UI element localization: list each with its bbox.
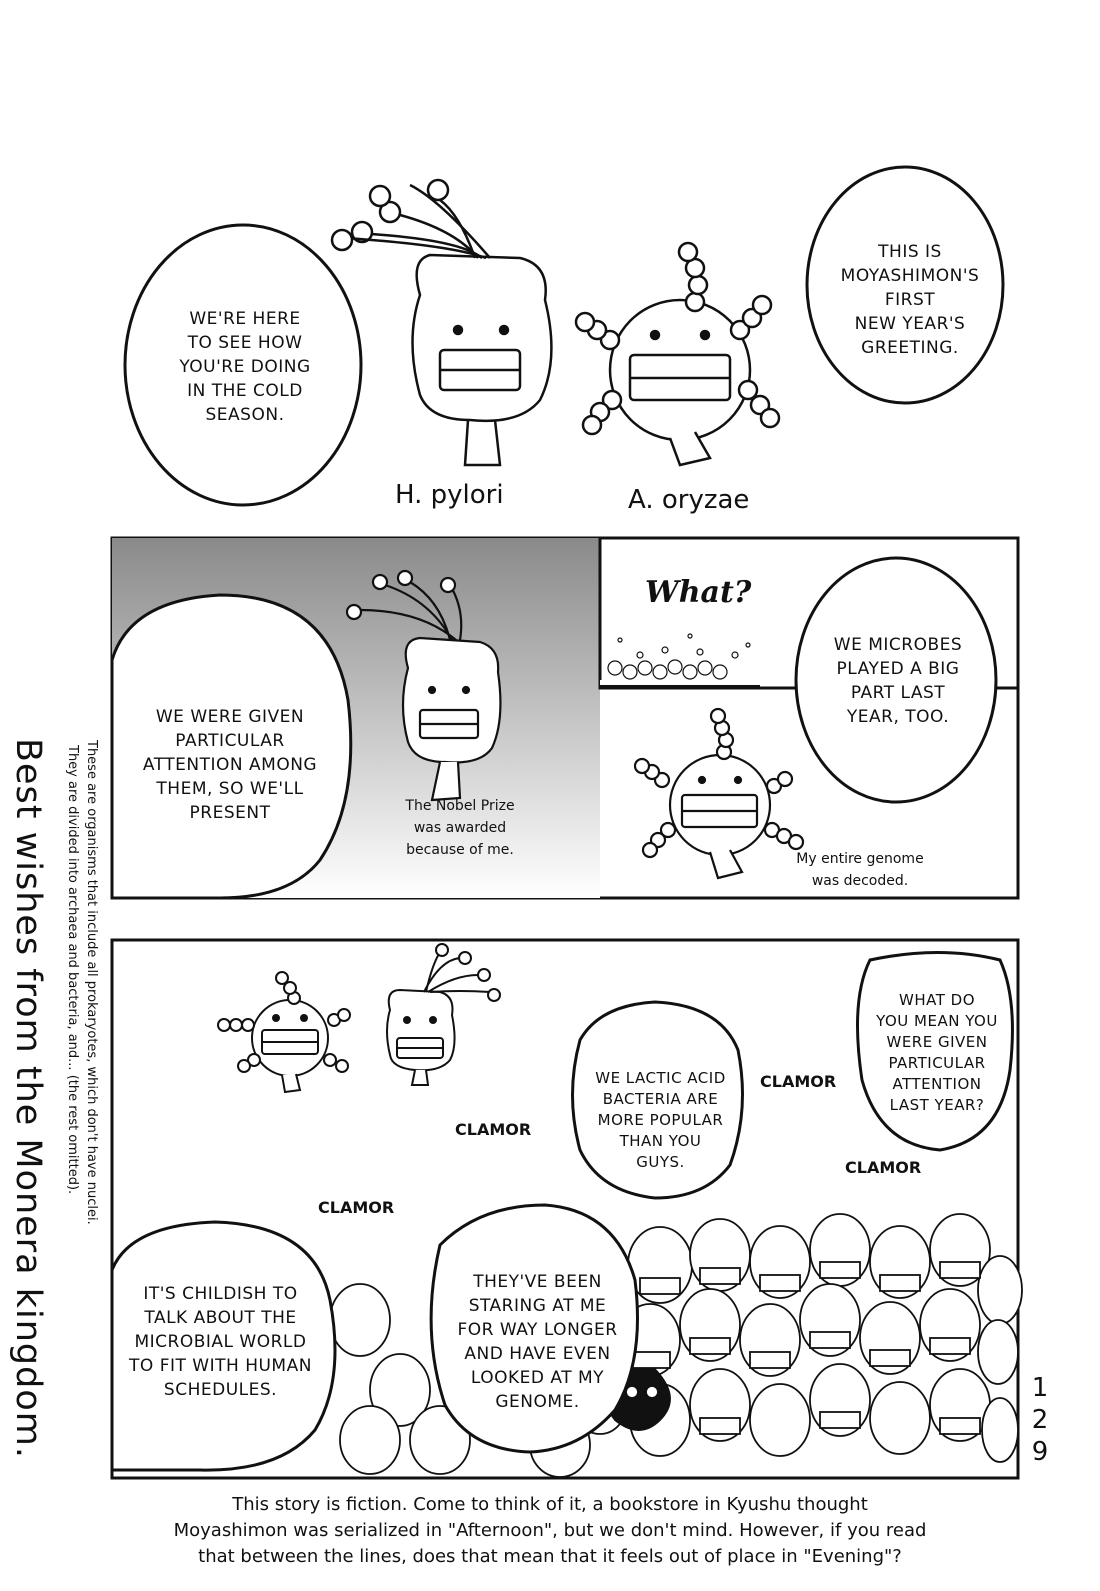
note-genome-decoded: My entire genome was decoded. (796, 851, 924, 889)
side-note-line1: These are organisms that include all prokaryotes, which don't have nuclei. (84, 740, 99, 1225)
clamor-sfx-2: CLAMOR (455, 1120, 532, 1139)
top-bubble-left-text: WE'RE HERE TO SEE HOW YOU'RE DOING IN THE COLD SEASON. (179, 309, 311, 425)
middle-bubble-right-text: WE MICROBES PLAYED A BIG PART LAST YEAR, TOO. (833, 635, 963, 727)
bubble-what-do-you-mean-text: WHAT DO YOU MEAN YOU WERE GIVEN PARTICULAR ATTENTION LAST YEAR? (876, 991, 998, 1114)
page-number: 129 (1031, 1373, 1049, 1467)
clamor-sfx-1: CLAMOR (760, 1072, 837, 1091)
clamor-sfx-3: CLAMOR (845, 1158, 922, 1177)
bubble-staring-text: THEY'VE BEEN STARING AT ME FOR WAY LONGER AND HAVE EVEN LOOKED AT MY GENOME. (457, 1272, 618, 1412)
side-title: Best wishes from the Monera kingdom. (8, 738, 48, 1459)
side-note-line2: They are divided into archaea and bacteria, and... (the rest omitted). (65, 745, 80, 1195)
label-a-oryzae: A. oryzae (628, 485, 750, 515)
footer-note: This story is fiction. Come to think of it, a bookstore in Kyushu thought Moyashimon was serialized in "Afternoon", but we don't mind. However, if you read that between the lines, does that mean that it feels out of place in "Evening"? (173, 1494, 927, 1567)
clamor-sfx-4: CLAMOR (318, 1198, 395, 1217)
h-pylori-character-icon (332, 180, 551, 465)
what-exclamation: What? (645, 575, 752, 610)
middle-bubble-left-text: WE WERE GIVEN PARTICULAR ATTENTION AMONG THEM, SO WE'LL PRESENT (142, 707, 318, 823)
a-oryzae-character-icon (576, 243, 779, 465)
bubble-childish-text: IT'S CHILDISH TO TALK ABOUT THE MICROBIAL WORLD TO FIT WITH HUMAN SCHEDULES. (129, 1284, 312, 1400)
top-bubble-right-text: THIS IS MOYASHIMON'S FIRST NEW YEAR'S GREETING. (840, 242, 980, 358)
bubble-lactic-acid-text: WE LACTIC ACID BACTERIA ARE MORE POPULAR THAN YOU GUYS. (595, 1069, 726, 1171)
label-h-pylori: H. pylori (395, 480, 504, 510)
note-nobel-prize: The Nobel Prize was awarded because of me. (405, 798, 515, 858)
